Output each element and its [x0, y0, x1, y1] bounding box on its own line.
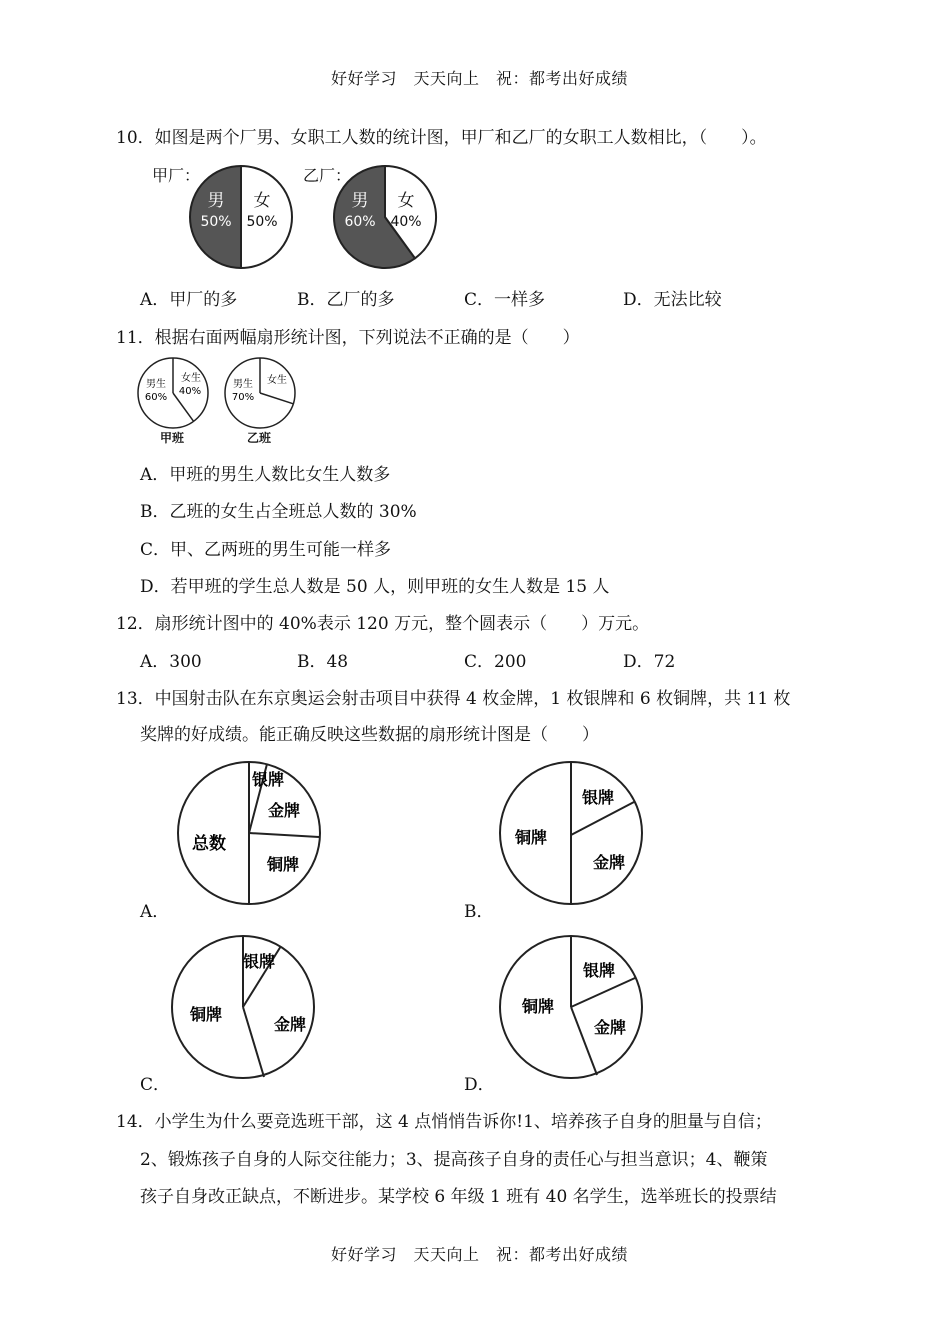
q11-b-male: 男生 — [233, 379, 253, 390]
q12-option-c: C．200 — [464, 652, 527, 672]
q13-a-silver: 银牌 — [251, 770, 285, 789]
q13-pie-chart-b — [498, 760, 644, 906]
question-13-stem-line-2: 奖牌的好成绩。能正确反映这些数据的扇形统计图是（ ） — [140, 725, 599, 745]
q10-b-female-pct: 40% — [390, 214, 422, 230]
q13-option-d-letter: D． — [464, 1075, 495, 1095]
q13-d-silver: 银牌 — [582, 961, 616, 980]
q10-b-female-text: 女 — [397, 191, 415, 211]
q10-option-b: B．乙厂的多 — [297, 290, 395, 310]
q10-a-female-pct: 50% — [246, 214, 278, 230]
q11-a-female: 女生 — [181, 373, 201, 384]
q10-b-male-pct: 60% — [344, 214, 376, 230]
q13-c-gold: 金牌 — [273, 1015, 307, 1034]
q13-a-gold: 金牌 — [267, 801, 301, 820]
q11-option-b: B．乙班的女生占全班总人数的 30% — [140, 502, 417, 522]
q13-option-a-letter: A． — [140, 902, 170, 922]
q10-chart-a-label: 甲厂： — [152, 166, 201, 185]
q11-option-c: C．甲、乙两班的男生可能一样多 — [140, 540, 392, 560]
q13-c-bronze: 铜牌 — [189, 1005, 223, 1024]
q11-a-male-pct: 60% — [144, 392, 168, 403]
q13-b-bronze: 铜牌 — [514, 828, 548, 847]
q13-a-total: 总数 — [192, 834, 226, 854]
q12-option-a: A．300 — [140, 652, 202, 672]
q10-a-male-pct: 50% — [200, 214, 232, 230]
q11-b-female: 女生 — [267, 375, 287, 386]
q11-chart-b-caption: 乙班 — [247, 431, 272, 445]
q10-a-male-text: 男 — [207, 191, 225, 211]
q10-option-a: A．甲厂的多 — [140, 290, 238, 310]
q13-option-c-letter: C． — [140, 1075, 171, 1095]
question-10-stem: 10．如图是两个厂男、女职工人数的统计图，甲厂和乙厂的女职工人数相比，（ ）。 — [116, 128, 767, 148]
q10-option-c: C．一样多 — [464, 290, 546, 310]
q13-b-silver: 银牌 — [581, 788, 615, 807]
q13-option-b-letter: B． — [464, 902, 494, 922]
q12-option-d: D．72 — [623, 652, 676, 672]
question-13-stem-line-1: 13．中国射击队在东京奥运会射击项目中获得 4 枚金牌，1 枚银牌和 6 枚铜牌，共 11 枚 — [116, 689, 791, 709]
q13-b-gold: 金牌 — [592, 853, 626, 872]
q10-b-male-text: 男 — [351, 191, 369, 211]
page-footer: 好好学习 天天向上 祝：都考出好成绩 — [331, 1245, 629, 1264]
q10-pie-chart-b — [332, 164, 438, 270]
q13-d-gold: 金牌 — [593, 1018, 627, 1037]
q13-pie-chart-d — [498, 934, 644, 1080]
q10-pie-chart-a — [188, 164, 294, 270]
question-14-line-3: 孩子自身改正缺点，不断进步。某学校 6 年级 1 班有 40 名学生，选举班长的投票结 — [140, 1187, 777, 1207]
q11-a-male: 男生 — [146, 379, 166, 390]
q13-c-silver: 银牌 — [242, 952, 276, 971]
q12-option-b: B．48 — [297, 652, 349, 672]
question-11-stem: 11．根据右面两幅扇形统计图，下列说法不正确的是（ ） — [116, 328, 580, 348]
q13-d-bronze: 铜牌 — [521, 997, 555, 1016]
question-14-line-1: 14．小学生为什么要竞选班干部，这 4 点悄悄告诉你!1、培养孩子自身的胆量与自信； — [116, 1112, 772, 1132]
q10-a-female-text: 女 — [253, 191, 271, 211]
q11-b-male-pct: 70% — [231, 392, 255, 403]
question-12-stem: 12．扇形统计图中的 40%表示 120 万元，整个圆表示（ ）万元。 — [116, 614, 650, 634]
page-header: 好好学习 天天向上 祝：都考出好成绩 — [331, 69, 629, 88]
question-14-line-2: 2、锻炼孩子自身的人际交往能力；3、提高孩子自身的责任心与担当意识；4、鞭策 — [140, 1150, 768, 1170]
q13-pie-chart-c — [170, 934, 316, 1080]
q11-chart-a-caption: 甲班 — [160, 431, 185, 445]
q11-option-d: D．若甲班的学生总人数是 50 人，则甲班的女生人数是 15 人 — [140, 577, 610, 597]
q11-pie-chart-a — [136, 356, 210, 430]
q13-pie-chart-a — [176, 760, 322, 906]
q13-a-bronze: 铜牌 — [266, 855, 300, 874]
q11-option-a: A．甲班的男生人数比女生人数多 — [140, 465, 391, 485]
q10-chart-b-label: 乙厂： — [303, 166, 352, 185]
q11-a-female-pct: 40% — [178, 386, 202, 397]
q10-option-d: D．无法比较 — [623, 290, 722, 310]
q11-pie-chart-b — [223, 356, 297, 430]
